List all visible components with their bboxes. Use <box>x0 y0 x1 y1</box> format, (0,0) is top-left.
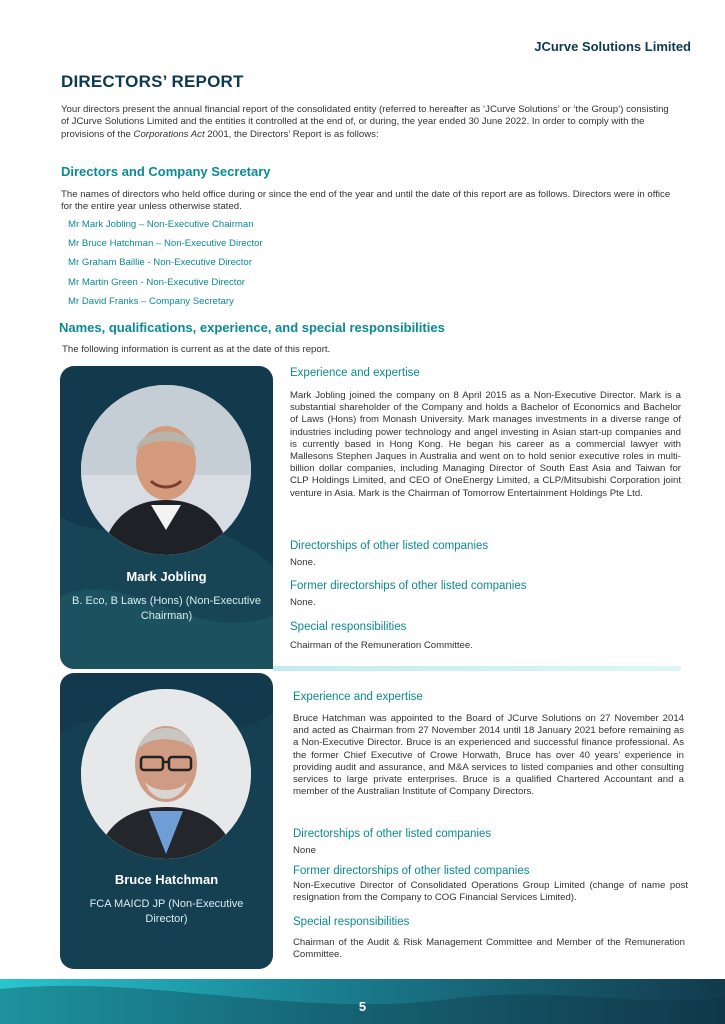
former-directorships-text: None. <box>290 597 316 608</box>
former-directorships-heading: Former directorships of other listed companies <box>290 580 527 592</box>
experience-heading: Experience and expertise <box>293 691 423 703</box>
section-separator <box>273 666 681 671</box>
directorships-text: None. <box>290 557 316 568</box>
directorships-heading: Directorships of other listed companies <box>293 828 492 840</box>
director-item: Mr Mark Jobling – Non-Executive Chairman <box>68 219 254 230</box>
qualifications-note: The following information is current as at the date of this report. <box>62 344 331 355</box>
profile-card-bruce-hatchman <box>60 673 273 969</box>
directors-heading: Directors and Company Secretary <box>61 164 271 179</box>
experience-text: Mark Jobling joined the company on 8 April 2015 as a Non-Executive Director. Mark is a substantial shareholder of the Company and holds a Bachelor of Economics and Bachelor of Laws (Hons) from Monash University. Mark manages investments in a diverse range of industries including power technology and angel investing in Asian start-up companies and is currently based in Hong Kong. He began his career as a commercial lawyer with Mallesons Stephen Jaques in Australia and went on to hold senior executive roles in multi-billion dollar companies, including Managing Director of South East Asia and Taiwan for CLP Holdings Limited, and CEO of OneEnergy Limited, a CLP/Mitsubishi Corporation joint venture in Asia. Mark is the Chairman of Tomorrow Entertainment Holdings Pte Ltd. <box>290 390 681 499</box>
portrait-bruce-hatchman <box>81 689 251 859</box>
director-item: Mr Bruce Hatchman – Non-Executive Director <box>68 238 263 250</box>
profile-name: Bruce Hatchman <box>114 872 219 887</box>
special-responsibilities-heading: Special responsibilities <box>293 916 410 928</box>
special-responsibilities-text: Chairman of the Remuneration Committee. <box>290 640 473 651</box>
special-responsibilities-heading: Special responsibilities <box>290 621 407 633</box>
intro-act-name: Corporations Act <box>133 128 205 140</box>
intro-paragraph <box>61 104 673 141</box>
profile-name: Mark Jobling <box>126 569 207 584</box>
intro-text-2: 2001, the Directors’ Report is as follows: <box>204 128 379 140</box>
directorships-heading: Directorships of other listed companies <box>290 540 489 552</box>
company-name: JCurve Solutions Limited <box>534 39 691 54</box>
experience-heading: Experience and expertise <box>290 367 420 379</box>
directors-list <box>68 218 263 314</box>
experience-text: Bruce Hatchman was appointed to the Board of JCurve Solutions on 27 November 2014 and acted as Chairman from 27 November 2014 until 18 January 2021 before remaining as a Non-Executive Director. Bruce is an experienced and successful finance professional. As the former Chief Executive of Crowe Horwath, Bruce has over 40 years’ experience in providing audit and assurance, and M&A services to listed companies and other consulting services to large private enterprises. Bruce is a qualified Chartered Accountant and a member of the Australian Institute of Company Directors. <box>293 713 684 798</box>
profile-qualifications: FCA MAICD JP (Non-Executive Director) <box>89 898 244 925</box>
profile-card-mark-jobling <box>60 366 273 669</box>
profile-qualifications: B. Eco, B Laws (Hons) (Non-Executive Chairman) <box>72 595 261 622</box>
former-directorships-text: Non-Executive Director of Consolidated Operations Group Limited (change of name post resignation from the Company to COG Financial Services Limited). <box>293 880 688 904</box>
director-item: Mr Graham Baillie - Non-Executive Director <box>68 257 252 269</box>
former-directorships-heading: Former directorships of other listed companies <box>293 865 530 877</box>
directors-intro: The names of directors who held office during or since the end of the year and until the date of this report are as follows. Directors were in office for the entire year unless otherwise stated. <box>61 189 671 213</box>
page-title: DIRECTORS’ REPORT <box>61 72 244 91</box>
page-number: 5 <box>358 999 367 1014</box>
intro-text-1: Your directors present the annual financial report of the consolidated entity (referred to hereafter as ‘JCurve Solutions’ or ‘the Group’) consisting of JCurve Solutions Limited and the entities it controlled at the end of, or during, the year ended 30 June 2022. In order to comply with the provisions of the <box>61 104 669 140</box>
director-item: Mr Martin Green - Non-Executive Director <box>68 276 245 288</box>
qualifications-heading: Names, qualifications, experience, and special responsibilities <box>59 320 445 335</box>
special-responsibilities-text: Chairman of the Audit & Risk Management Committee and Member of the Remuneration Committee. <box>293 937 685 961</box>
director-item: Mr David Franks – Company Secretary <box>68 295 234 307</box>
directorships-text: None <box>293 845 316 856</box>
portrait-mark-jobling <box>81 385 251 555</box>
